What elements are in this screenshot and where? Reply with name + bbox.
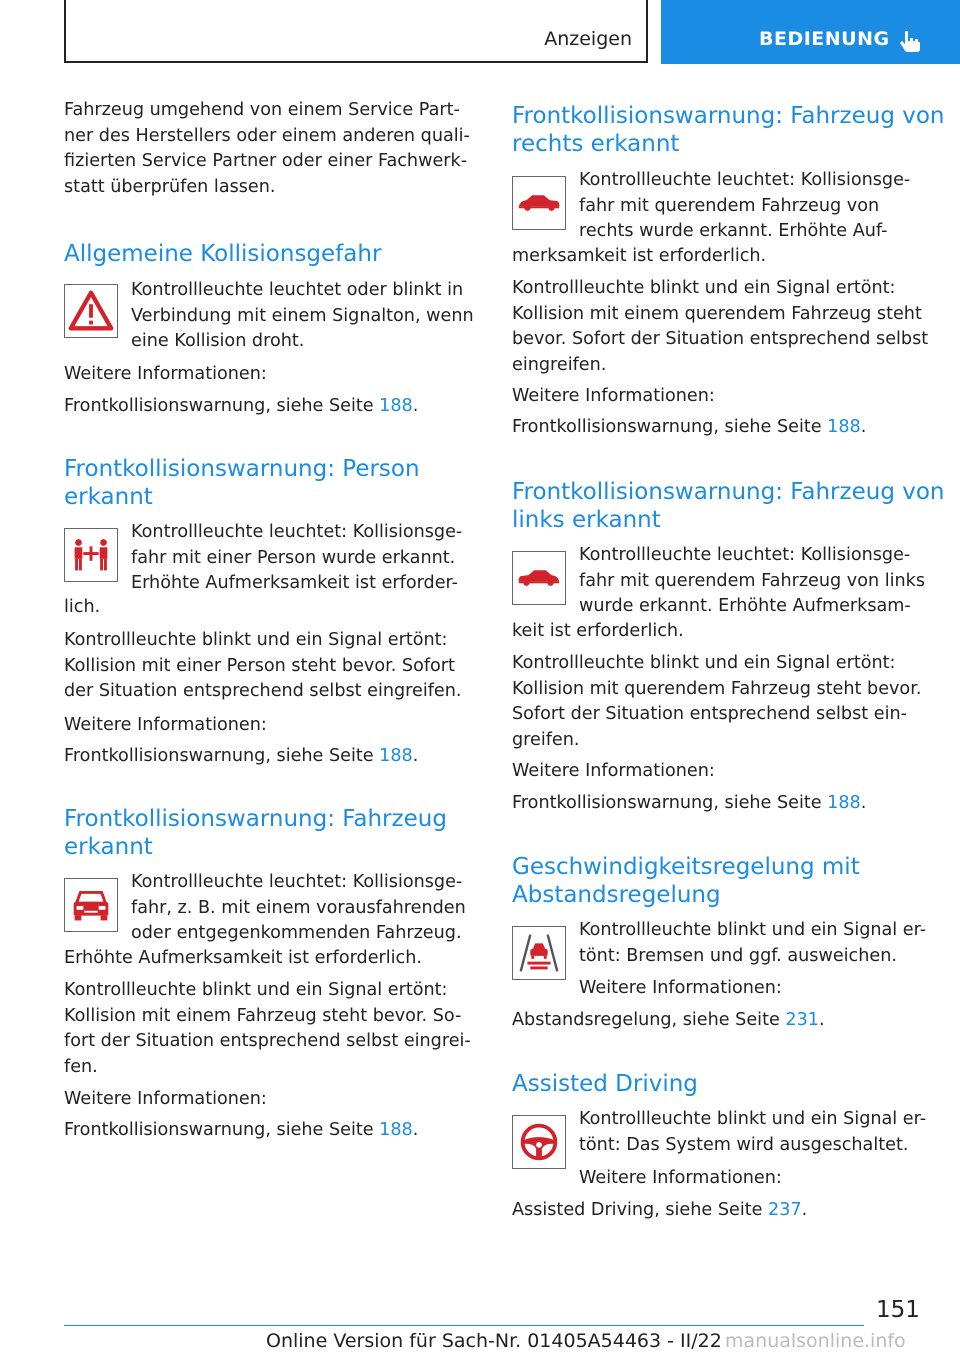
- section-body: Kontrollleuchte leuchtet: Kollisionsge- fahr mit einer Person wurde erkannt. Erhöhte Aufmerksamkeit ist erforder-: [131, 522, 463, 593]
- section-title-assisted-driving: Assisted Driving: [512, 1071, 698, 1097]
- pedestrians-icon: [64, 528, 118, 582]
- header-section-box: [64, 0, 648, 63]
- reference-period: .: [412, 1120, 419, 1140]
- header-tab-label: BEDIENUNG: [759, 28, 890, 50]
- page-link[interactable]: 188: [379, 1120, 413, 1140]
- section-title-vehicle-from-left: Frontkollisionswarnung: Fahrzeug von links erkannt: [512, 479, 945, 533]
- section-body-continued: Erhöhte Aufmerksamkeit ist erforderlich.: [64, 948, 422, 968]
- reference-line: [64, 394, 418, 420]
- section-title-vehicle-detected: Frontkollisionswarnung: Fahrzeug erkannt: [64, 806, 447, 860]
- reference-line: [64, 744, 418, 770]
- reference-line: [512, 791, 866, 817]
- footer-divider: [64, 1325, 864, 1326]
- reference-text: Frontkollisionswarnung, siehe Seite: [64, 396, 380, 416]
- info-label: Weitere Informationen:: [579, 1168, 782, 1188]
- section-body-continued: keit ist erforderlich.: [512, 621, 684, 641]
- info-label: Weitere Informationen:: [64, 715, 267, 735]
- reference-text: Frontkollisionswarnung, siehe Seite: [64, 746, 380, 766]
- reference-line: [64, 1118, 418, 1144]
- section-body-continued: merksamkeit ist erforderlich.: [512, 246, 767, 266]
- warning-triangle-icon: [64, 284, 118, 338]
- steering-wheel-icon: [512, 1115, 566, 1169]
- reference-line: [512, 415, 866, 441]
- info-label: Weitere Informationen:: [64, 1089, 267, 1109]
- info-label: Weitere Informationen:: [512, 386, 715, 406]
- section-title-distance-control: Geschwindigkeitsregelung mit Abstandsregelung: [512, 854, 860, 908]
- reference-period: .: [860, 793, 867, 813]
- page-link[interactable]: 231: [785, 1010, 819, 1030]
- reference-period: .: [860, 417, 867, 437]
- footer-watermark: manualsonline.info: [725, 1330, 906, 1352]
- section-title-general-collision: Allgemeine Kollisionsgefahr: [64, 241, 382, 267]
- reference-text: Assisted Driving, siehe Seite: [512, 1200, 769, 1220]
- reference-text: Frontkollisionswarnung, siehe Seite: [512, 793, 828, 813]
- section-body: Kontrollleuchte leuchtet: Kollisionsge- fahr mit querendem Fahrzeug von rechts wurde erkannt. Erhöhte Auf-: [579, 170, 911, 241]
- reference-text: Abstandsregelung, siehe Seite: [512, 1010, 786, 1030]
- hand-pointer-icon: [897, 28, 923, 54]
- section-body-continued: lich.: [64, 597, 101, 617]
- reference-period: .: [412, 746, 419, 766]
- section-body-2: Kontrollleuchte blinkt und ein Signal ertönt: Kollision mit querendem Fahrzeug steht bevor. Sofort der Situation entsprechend selbst ein- greifen.: [512, 653, 922, 750]
- page-link[interactable]: 188: [827, 417, 861, 437]
- info-label: Weitere Informationen:: [579, 978, 782, 998]
- reference-text: Frontkollisionswarnung, siehe Seite: [512, 417, 828, 437]
- info-label: Weitere Informationen:: [64, 364, 267, 384]
- section-body: Kontrollleuchte blinkt und ein Signal er- tönt: Das System wird ausgeschaltet.: [579, 1109, 927, 1155]
- page-link[interactable]: 188: [379, 746, 413, 766]
- section-title-person-detected: Frontkollisionswarnung: Person erkannt: [64, 456, 420, 510]
- section-title-vehicle-from-right: Frontkollisionswarnung: Fahrzeug von rechts erkannt: [512, 103, 945, 157]
- header-section-label: Anzeigen: [544, 28, 632, 50]
- section-body-2: Kontrollleuchte blinkt und ein Signal ertönt: Kollision mit einer Person steht bevor. Sofort der Situation entsprechend selbst eingreifen.: [64, 630, 462, 701]
- crossing-vehicle-left-icon: [512, 551, 566, 605]
- reference-line: [512, 1198, 807, 1224]
- page-link[interactable]: 237: [768, 1200, 802, 1220]
- header-tab-bedienung[interactable]: [661, 0, 960, 64]
- distance-control-icon: [512, 926, 566, 980]
- page-link[interactable]: 188: [379, 396, 413, 416]
- reference-line: [512, 1008, 825, 1034]
- section-body: Kontrollleuchte leuchtet oder blinkt in Verbindung mit einem Signalton, wenn eine Kollision droht.: [131, 280, 474, 351]
- section-body-2: Kontrollleuchte blinkt und ein Signal ertönt: Kollision mit einem Fahrzeug steht bevor. So- fort der Situation entsprechend selbst eingrei- fen.: [64, 980, 471, 1077]
- crossing-vehicle-right-icon: [512, 176, 566, 230]
- reference-period: .: [412, 396, 419, 416]
- section-body-2: Kontrollleuchte blinkt und ein Signal ertönt: Kollision mit einem querendem Fahrzeug steht bevor. Sofort der Situation entsprechend selbst eingreifen.: [512, 278, 929, 375]
- vehicle-front-icon: [64, 878, 118, 932]
- footer-text: Online Version für Sach-Nr. 01405A54463 - II/22: [266, 1330, 722, 1352]
- reference-period: .: [801, 1200, 808, 1220]
- section-body: Kontrollleuchte leuchtet: Kollisionsge- fahr mit querendem Fahrzeug von links wurde erkannt. Erhöhte Aufmerksam-: [579, 545, 925, 616]
- page-number: 151: [876, 1297, 920, 1323]
- section-body: Kontrollleuchte leuchtet: Kollisionsge- fahr, z. B. mit einem vorausfahrenden oder entgegenkommenden Fahrzeug.: [131, 872, 466, 943]
- section-body: Kontrollleuchte blinkt und ein Signal er- tönt: Bremsen und ggf. ausweichen.: [579, 920, 927, 966]
- info-label: Weitere Informationen:: [512, 761, 715, 781]
- intro-text: Fahrzeug umgehend von einem Service Part- ner des Herstellers oder einem anderen quali- fizierten Service Partner oder einer Fachwerk- statt überprüfen lassen.: [64, 100, 470, 197]
- reference-text: Frontkollisionswarnung, siehe Seite: [64, 1120, 380, 1140]
- page-link[interactable]: 188: [827, 793, 861, 813]
- reference-period: .: [818, 1010, 825, 1030]
